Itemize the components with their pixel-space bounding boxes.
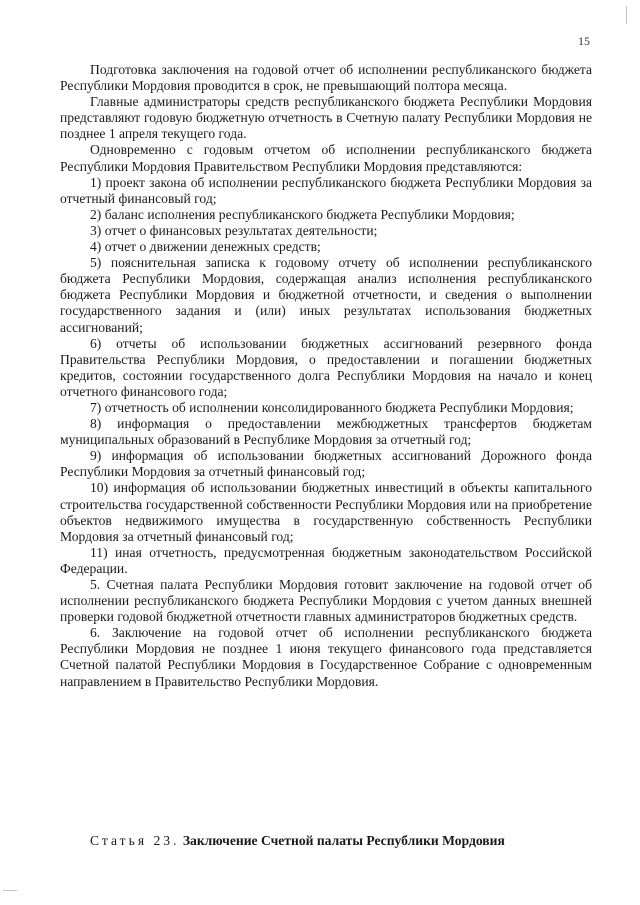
list-item-3: 3) отчет о финансовых результатах деятельности; [90,222,378,238]
paragraph-section-6: 6. Заключение на годовой отчет об исполнении республиканского бюджета Республики Мордовия не позднее 1 июня текущего финансового года представляется Счетной палатой Республики Мордовия в Государственное Собрание с одновременным направлением в Правительство Республики Мордовия. [60,625,592,689]
document-body [60,62,592,690]
article-label: Статья 23. [90,833,180,848]
list-item-8: 8) информация о предоставлении межбюджетных трансфертов бюджетам муниципальных образований в Республике Мордовия за отчетный год; [60,416,592,448]
list-item-2: 2) баланс исполнения республиканского бюджета Республики Мордовия; [90,206,515,222]
article-title: Заключение Счетной палаты Республики Мордовия [182,833,505,848]
list-item-7: 7) отчетность об исполнении консолидированного бюджета Республики Мордовия; [90,399,574,415]
list-item-4: 4) отчет о движении денежных средств; [90,239,321,255]
paragraph-submitted-documents-intro: Одновременно с годовым отчетом об исполнении республиканского бюджета Республики Мордовия Правительством Республики Мордовия представляются: [60,142,592,174]
page-number: 15 [578,34,590,48]
list-item-10: 10) информация об использовании бюджетных инвестиций в объекты капитального строительства государственной собственности Республики Мордовия или на приобретение объектов недвижимого имущества в государственную собственность Республики Мордовия за отчетный финансовый год; [60,480,592,544]
scan-artifact [3,890,17,891]
paragraph-section-5: 5. Счетная палата Республики Мордовия готовит заключение на годовой отчет об исполнении республиканского бюджета Республики Мордовия с учетом данных внешней проверки годовой бюджетной отчетности главных администраторов бюджетных средств. [60,577,592,625]
list-item-11: 11) иная отчетность, предусмотренная бюджетным законодательством Российской Федерации. [60,544,592,576]
list-item-9: 9) информация об использовании бюджетных ассигнований Дорожного фонда Республики Мордовия за отчетный финансовый год; [60,448,592,480]
list-item-1: 1) проект закона об исполнении республиканского бюджета Республики Мордовия за отчетный финансовый год; [60,174,592,206]
paragraph-administrators-reporting: Главные администраторы средств республиканского бюджета Республики Мордовия представляют годовую бюджетную отчетность в Счетную палату Республики Мордовия не позднее 1 апреля текущего года. [60,94,592,142]
scan-artifact [626,6,627,24]
paragraph-preparation-deadline: Подготовка заключения на годовой отчет об исполнении республиканского бюджета Республики Мордовия проводится в срок, не превышающий полтора месяца. [60,62,592,94]
article-heading [60,833,592,849]
list-item-5: 5) пояснительная записка к годовому отчету об исполнении республиканского бюджета Республики Мордовия, содержащая анализ исполнения республиканского бюджета Республики Мордовия и бюджетной отчетности, и сведения о выполнении государственного задания и (или) иных результатах использования бюджетных ассигнований; [60,255,592,335]
list-item-6: 6) отчеты об использовании бюджетных ассигнований резервного фонда Правительства Республики Мордовия, о предоставлении и погашении бюджетных кредитов, состоянии государственного долга Республики Мордовия на начало и конец отчетного финансового года; [60,335,592,399]
